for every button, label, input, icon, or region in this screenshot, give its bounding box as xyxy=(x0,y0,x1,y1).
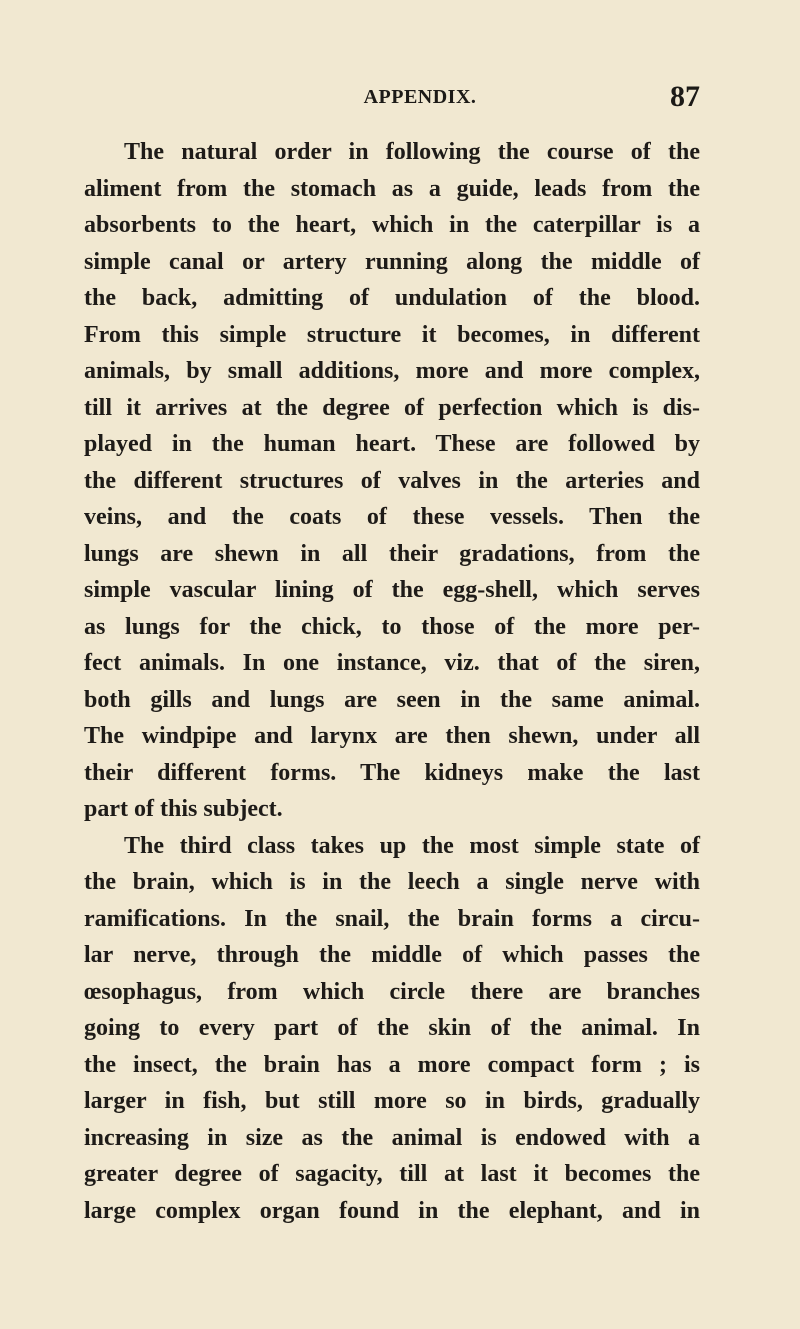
text-line: simple vascular lining of the egg-shell, which serves xyxy=(84,577,700,603)
text-line: The third class takes up the most simple state of xyxy=(124,832,700,859)
page-number: 87 xyxy=(670,80,700,113)
body-text xyxy=(84,134,700,1229)
text-line: lungs are shewn in all their gradations, from the xyxy=(84,540,700,567)
text-line: the different structures of valves in the arteries and xyxy=(84,467,700,494)
text-line: as lungs for the chick, to those of the more per- xyxy=(84,613,700,640)
text-line: the back, admitting of undulation of the blood. xyxy=(84,285,700,311)
text-line: large complex organ found in the elephant, and in xyxy=(84,1197,700,1224)
text-line: aliment from the stomach as a guide, leads from the xyxy=(84,175,700,202)
text-line: ramifications. In the snail, the brain forms a circu- xyxy=(84,905,700,932)
text-line: their different forms. The kidneys make the last xyxy=(84,759,700,786)
text-line: going to every part of the skin of the animal. In xyxy=(84,1015,700,1041)
text-line: both gills and lungs are seen in the same animal. xyxy=(84,686,700,713)
text-line: larger in fish, but still more so in birds, gradually xyxy=(84,1088,700,1114)
text-line: The natural order in following the course of the xyxy=(124,139,700,165)
text-line: The windpipe and larynx are then shewn, under all xyxy=(84,723,700,749)
running-head: APPENDIX. xyxy=(363,86,477,108)
text-line: the brain, which is in the leech a single nerve with xyxy=(84,869,700,895)
text-line: greater degree of sagacity, till at last it becomes the xyxy=(84,1161,700,1187)
text-line: lar nerve, through the middle of which passes the xyxy=(84,942,700,968)
text-line: part of this subject. xyxy=(84,796,283,822)
text-line: From this simple structure it becomes, in different xyxy=(84,321,700,348)
text-line: simple canal or artery running along the middle of xyxy=(84,248,700,275)
text-line: absorbents to the heart, which in the caterpillar is a xyxy=(84,212,700,238)
page-header xyxy=(120,80,700,120)
text-line: veins, and the coats of these vessels. Then the xyxy=(84,504,700,530)
text-line: played in the human heart. These are followed by xyxy=(84,431,700,457)
text-line: till it arrives at the degree of perfection which is dis- xyxy=(84,394,700,421)
text-line: the insect, the brain has a more compact form ; is xyxy=(84,1051,700,1078)
text-line: fect animals. In one instance, viz. that of the siren, xyxy=(84,650,700,676)
text-line: œsophagus, from which circle there are branches xyxy=(84,978,700,1005)
text-line: animals, by small additions, more and more complex, xyxy=(84,358,700,384)
text-line: increasing in size as the animal is endowed with a xyxy=(84,1124,700,1151)
